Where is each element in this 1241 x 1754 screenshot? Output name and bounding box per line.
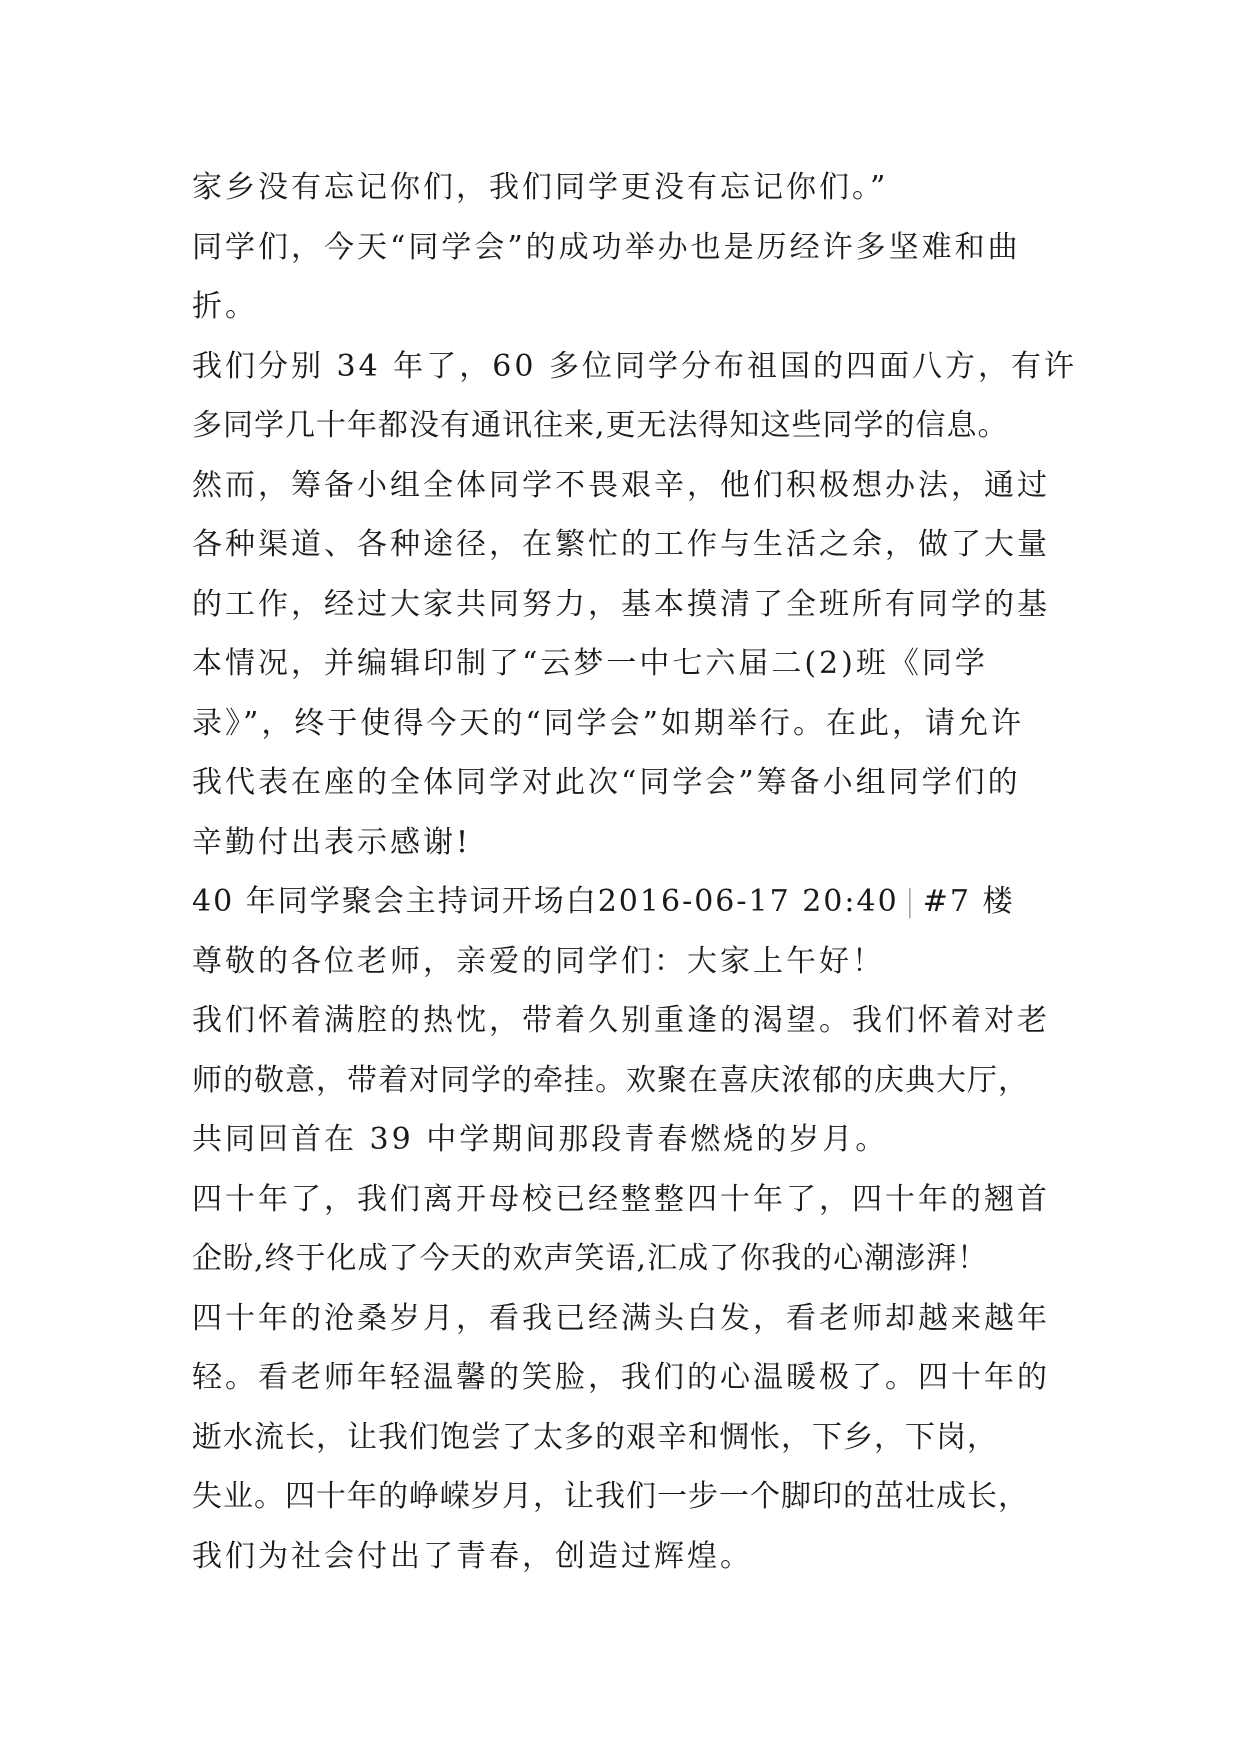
paragraph-line: 折。: [192, 289, 258, 324]
paragraph-line: 师的敬意，带着对同学的牵挂。欢聚在喜庆浓郁的庆典大厅，: [192, 1062, 1029, 1098]
paragraph-line: 逝水流长，让我们饱尝了太多的艰辛和惆怅，下乡，下岗，: [192, 1419, 998, 1455]
post-separator: |: [904, 884, 917, 919]
paragraph-line: 然而，筹备小组全体同学不畏艰辛，他们积极想办法，通过: [192, 467, 1050, 503]
paragraph-line: 共同回首在 39 中学期间那段青春燃烧的岁月。: [192, 1122, 889, 1157]
paragraph-line: 辛勤付出表示感谢!: [192, 824, 472, 860]
paragraph-line: 我代表在座的全体同学对此次“同学会”筹备小组同学们的: [192, 765, 1021, 800]
paragraph-line: 家乡没有忘记你们，我们同学更没有忘记你们。”: [192, 170, 889, 205]
paragraph-line: 我们分别 34 年了，60 多位同学分布祖国的四面八方，有许: [192, 348, 1077, 384]
paragraph-line: 录》”，终于使得今天的“同学会”如期举行。在此，请允许: [192, 705, 1025, 741]
post-timestamp: 2016-06-17 20:40: [597, 884, 899, 919]
paragraph-line: 四十年了，我们离开母校已经整整四十年了，四十年的翘首: [192, 1181, 1050, 1217]
paragraph-line: 我们为社会付出了青春，创造过辉煌。: [192, 1538, 753, 1574]
paragraph-line: 多同学几十年都没有通讯往来,更无法得知这些同学的信息。: [192, 408, 1009, 443]
document-body: [192, 158, 1077, 1586]
paragraph-line: 我们怀着满腔的热忱，带着久别重逢的渴望。我们怀着对老: [192, 1003, 1050, 1038]
paragraph-line: 的工作，经过大家共同努力，基本摸清了全班所有同学的基: [192, 586, 1050, 622]
paragraph-line: 轻。看老师年轻温馨的笑脸，我们的心温暖极了。四十年的: [192, 1360, 1050, 1395]
post-floor-number: #7 楼: [922, 884, 1015, 919]
paragraph-line: 失业。四十年的峥嵘岁月，让我们一步一个脚印的茁壮成长，: [192, 1479, 1029, 1514]
paragraph-line: 尊敬的各位老师，亲爱的同学们：大家上午好！: [192, 943, 885, 979]
paragraph-line: 企盼,终于化成了今天的欢声笑语,汇成了你我的心潮澎湃！: [192, 1241, 989, 1276]
paragraph-line: 各种渠道、各种途径，在繁忙的工作与生活之余，做了大量: [192, 527, 1050, 562]
post-header: [192, 872, 1072, 932]
paragraph-line: 本情况，并编辑印制了“云梦一中七六届二(2)班《同学: [192, 646, 988, 681]
paragraph-line: 同学们，今天“同学会”的成功举办也是历经许多坚难和曲: [192, 229, 1021, 265]
paragraph-line: 四十年的沧桑岁月，看我已经满头白发，看老师却越来越年: [192, 1300, 1050, 1336]
post-title: 40 年同学聚会主持词开场白: [192, 884, 598, 919]
